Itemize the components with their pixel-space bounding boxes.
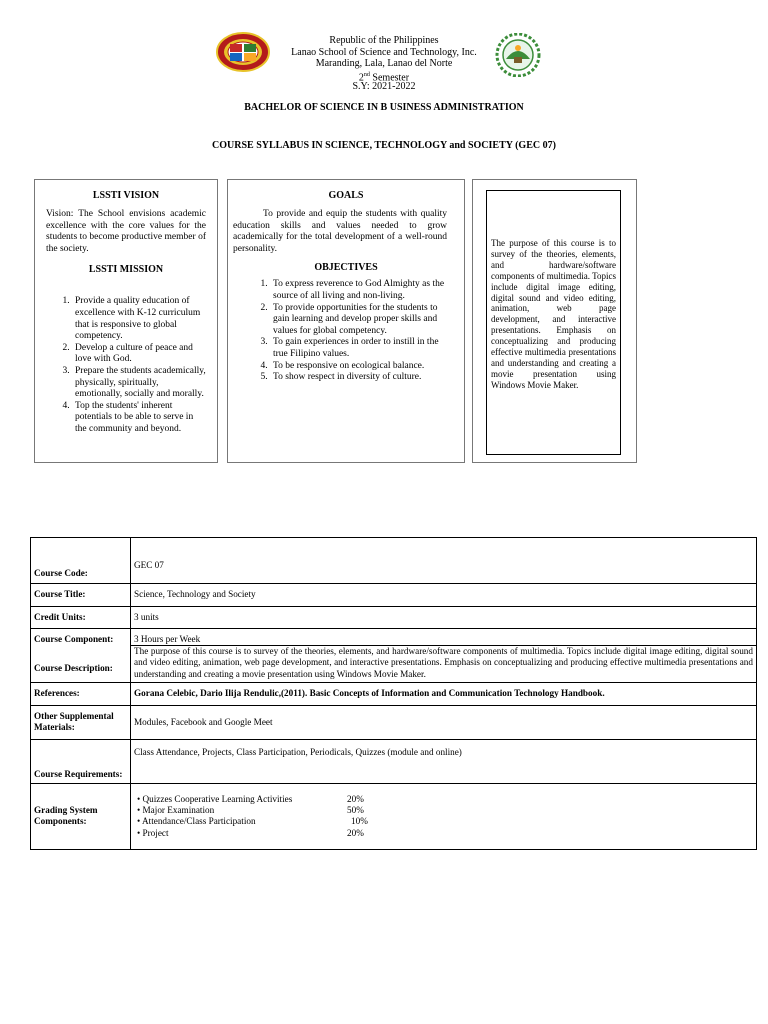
grading-item-name: • Attendance/Class Participation	[137, 816, 256, 827]
table-row	[31, 705, 757, 739]
objective-item: 4. To be responsive on ecological balance.	[270, 361, 447, 373]
program-heading: BACHELOR OF SCIENCE IN B USINESS ADMINISTRATION	[244, 102, 524, 113]
semester-word: Semester	[372, 71, 410, 83]
course-code-label: Course Code:	[31, 538, 131, 584]
grading-item-pct: 20%	[347, 793, 364, 804]
course-component-label-text: Course Component:	[34, 634, 114, 645]
table-row	[31, 682, 757, 705]
course-component-label	[31, 629, 131, 683]
table-row	[31, 783, 757, 849]
course-details-table	[30, 537, 757, 850]
grading-item-pct: 20%	[347, 827, 364, 838]
objectives-title: OBJECTIVES	[314, 262, 378, 274]
grading-item-name: • Major Examination	[137, 805, 215, 816]
course-description-value: The purpose of this course is to survey of the theories, elements, and hardware/software components of multimedia. Topics include digital image editing, digital sound and video editing, animation, web page development, and interactive presentations. Emphasis on conceptualizing and producing effective multimedia presentations and understanding and creating a movie presentation using Windows Movie Maker.	[131, 646, 757, 683]
grading-item-pct: 50%	[347, 805, 364, 816]
purpose-inner-box	[486, 190, 621, 455]
syllabus-heading: COURSE SYLLABUS IN SCIENCE, TECHNOLOGY and SOCIETY (GEC 07)	[212, 140, 556, 151]
credit-units-label: Credit Units:	[31, 607, 131, 629]
grading-label: Grading System Components:	[31, 783, 131, 849]
grading-item-name-text: Attendance/Class Participation	[142, 816, 256, 827]
grading-item	[137, 794, 753, 805]
mission-item: 1. Provide a quality education of excellence with K-12 curriculum that is responsive to global competency.	[72, 296, 206, 342]
vision-mission-box	[34, 179, 218, 463]
course-title-value: Science, Technology and Society	[131, 584, 757, 607]
supplemental-label: Other Supplemental Materials:	[31, 705, 131, 739]
grading-item-pct: 10%	[351, 816, 368, 827]
mission-title: LSSTI MISSION	[88, 264, 164, 276]
purpose-text: The purpose of this course is to survey of the theories, elements, and hardware/software components of multimedia. Topics include digital image editing, digital sound and video editing, animation, web page development, and interactive presentations. Emphasis on conceptualizing and producing effective multimedia presentations and understanding and creating a movie presentation using Windows Movie Maker.	[491, 238, 616, 390]
table-row	[31, 739, 757, 783]
references-value: Gorana Celebic, Dario Ilija Rendulic,(2011). Basic Concepts of Information and Communication Technology Handbook.	[131, 682, 757, 705]
vision-title: LSSTI VISION	[92, 190, 160, 201]
grading-item	[137, 805, 753, 816]
table-row	[31, 646, 757, 683]
grading-item-name-text: Quizzes Cooperative Learning Activities	[142, 793, 293, 804]
grading-list	[131, 783, 757, 849]
table-row	[31, 629, 757, 646]
semester-number: 2	[358, 71, 364, 83]
semester-suffix: nd	[363, 71, 370, 78]
mission-item: 2. Develop a culture of peace and love with God.	[72, 343, 206, 366]
grading-item	[137, 828, 753, 839]
table-row	[31, 584, 757, 607]
grading-item-name: • Quizzes Cooperative Learning Activities	[137, 793, 293, 804]
school-name: Lanao School of Science and Technology, Inc.	[291, 46, 477, 58]
supplemental-value: Modules, Facebook and Google Meet	[131, 705, 757, 739]
mission-item: 3. Prepare the students academically, physically, spiritually, emotionally, socially and morally.	[72, 366, 206, 401]
mission-item: 4. Top the students' inherent potentials to be able to serve in the community and beyond.	[72, 401, 206, 436]
objective-item: 2. To provide opportunities for the students to gain learning and develop proper skills and values for global competency.	[270, 303, 447, 338]
goals-title: GOALS	[328, 190, 364, 201]
school-address: Maranding, Lala, Lanao del Norte	[315, 58, 453, 69]
objective-item: 5. To show respect in diversity of culture.	[270, 372, 447, 384]
objective-item: 3. To gain experiences in order to instill in the true Filipino values.	[270, 337, 447, 360]
goals-objectives-box	[227, 179, 465, 463]
course-component-value: 3 Hours per Week	[131, 629, 757, 646]
country-line: Republic of the Philippines	[329, 35, 439, 46]
grading-item	[137, 816, 753, 827]
course-title-label: Course Title:	[31, 584, 131, 607]
credit-units-value: 3 units	[131, 607, 757, 629]
grading-item-name-text: Major Examination	[142, 805, 215, 816]
table-row	[31, 607, 757, 629]
course-description-label: Course Description:	[34, 663, 113, 674]
grading-item-name: • Project	[137, 827, 169, 838]
mission-list	[46, 296, 206, 435]
table-row	[31, 538, 757, 584]
vision-text: Vision: The School envisions academic excellence with the core values for the students to become productive member of the society.	[46, 209, 206, 254]
requirements-label: Course Requirements:	[31, 739, 131, 783]
objectives-list	[233, 279, 447, 383]
grading-item-name-text: Project	[142, 827, 169, 838]
goals-text: To provide and equip the students with quality education skills and values needed to grow academically for the total development of a well-round personality.	[233, 209, 447, 254]
course-code-value: GEC 07	[131, 538, 757, 584]
references-label: References:	[31, 682, 131, 705]
school-year: S.Y: 2021-2022	[352, 81, 416, 92]
objective-item: 1. To express reverence to God Almighty as the source of all living and non-living.	[270, 279, 447, 302]
requirements-value: Class Attendance, Projects, Class Participation, Periodicals, Quizzes (module and online)	[131, 739, 757, 783]
